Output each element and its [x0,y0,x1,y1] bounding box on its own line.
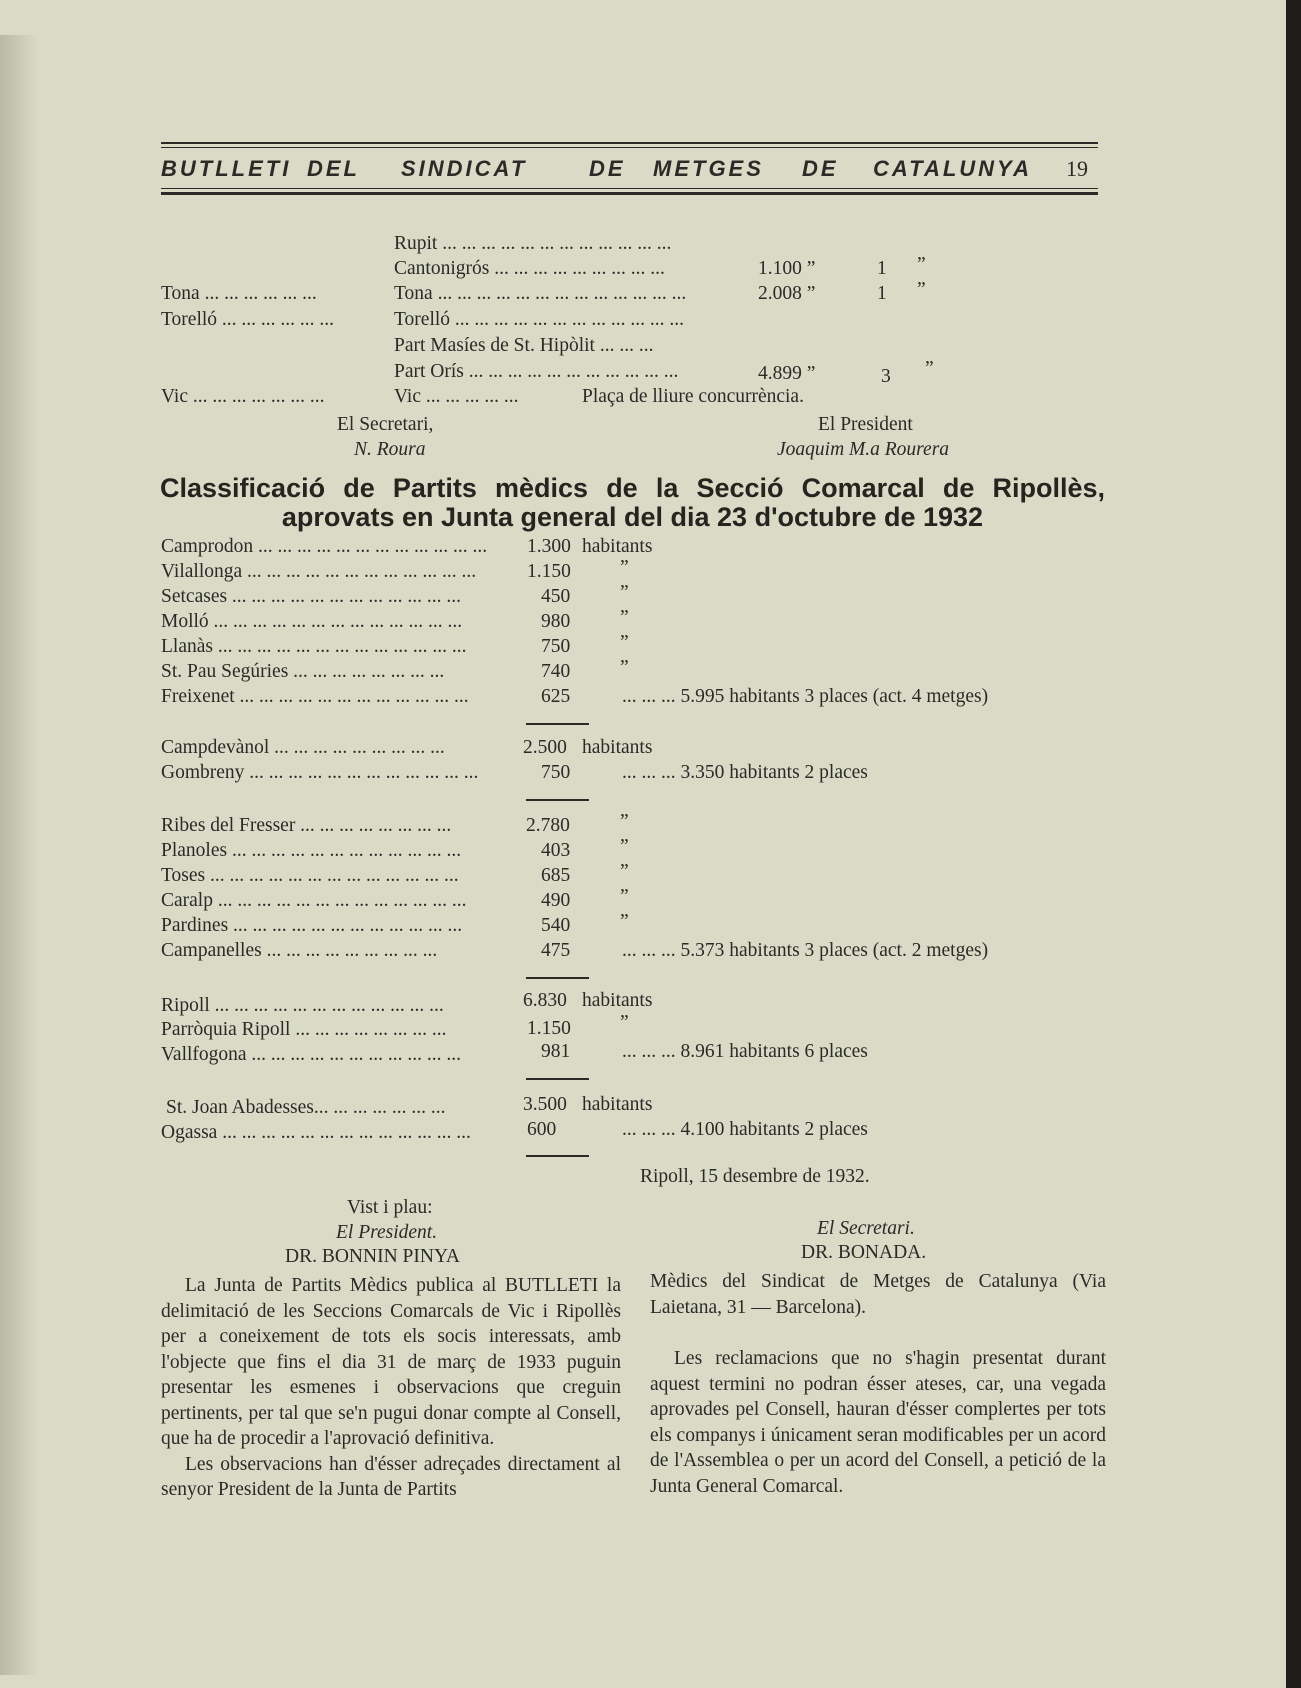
place-date: Ripoll, 15 desembre de 1932. [640,1166,870,1187]
population: 750 [541,636,571,657]
population: 490 [541,890,571,911]
parish: Part Orís ... ... ... ... ... ... ... ... ... ... ... [394,361,679,382]
group-summary: ... ... ... 4.100 habitants 2 places [622,1119,868,1140]
ditto: ” [917,254,926,275]
population: 3.500 [523,1094,567,1115]
unit: habitants [582,536,653,557]
paragraph: Les observacions han d'ésser adreçades directament al senyor President de la Junta de Partits [161,1453,621,1500]
section-title: Classificació de Partits mèdics de la Secció Comarcal de Ripollès, aprovats en Junta general del dia 23 d'octubre de 1932 [160,473,1105,532]
unit: ” [620,632,629,653]
places: 3 [881,366,891,387]
ditto: ” [917,279,926,300]
municipality: Torelló ... ... ... ... ... ... [161,309,335,330]
left-column [161,1273,621,1503]
paragraph: Les reclamacions que no s'hagin presentat durant aquest termini no podran ésser ateses, car, una vegada aprovades pel Consell, hauran d'ésser complertes per tots els companys i únicament seran modificables per un acord de l'Assemblea o per un acord del Consell, a petició de la Junta General Comarcal. [650,1348,1106,1497]
paragraph: Mèdics del Sindicat de Metges de Catalunya (Via Laietana, 31 — Barcelona). [650,1271,1106,1318]
parish: Cantonigrós ... ... ... ... ... ... ... ... ... [394,258,665,279]
parish: Torelló ... ... ... ... ... ... ... ... ... ... ... ... [394,309,685,330]
unit: ” [620,861,629,882]
parish: Vilallonga ... ... ... ... ... ... ... ... ... ... ... ... [161,561,477,582]
population: 750 [541,762,571,783]
population-note: Plaça de lliure concurrència. [582,386,804,407]
running-header [161,156,1098,186]
signature-left-name: N. Roura [354,439,426,460]
population: 475 [541,940,571,961]
unit: ” [620,886,629,907]
parish: Vallfogona ... ... ... ... ... ... ... ... ... ... ... [161,1044,462,1065]
unit: ” [620,836,629,857]
population: 2.500 [523,737,567,758]
signature-right-role: El President [818,414,913,435]
page-number: 19 [1066,156,1088,181]
population: 2.780 [526,815,570,836]
parish: St. Joan Abadesses... ... ... ... ... ... ... [166,1097,446,1118]
parish: Ribes del Fresser ... ... ... ... ... ... ... ... [161,815,452,836]
places: 1 [877,283,887,304]
book-spine-shadow [0,35,38,1675]
parish: Part Masíes de St. Hipòlit ... ... ... [394,335,654,356]
header-word: CATALUNYA [873,156,1032,181]
population: 600 [527,1119,557,1140]
parish: Vic ... ... ... ... ... [394,386,519,407]
signature-left-role: El Secretari, [337,414,434,435]
header-rule-bottom-thin [161,188,1098,189]
president-role: El President. [336,1222,438,1243]
group-summary: ... ... ... 8.961 habitants 6 places [622,1041,868,1062]
population: 980 [541,611,571,632]
unit: habitants [582,990,653,1011]
unit: ” [620,607,629,628]
unit: habitants [582,737,653,758]
header-word: METGES [653,156,764,181]
unit: habitants [582,1094,653,1115]
unit: ” [620,811,629,832]
parish: St. Pau Segúries ... ... ... ... ... ... ... ... [161,661,445,682]
group-summary: ... ... ... 5.373 habitants 3 places (act. 2 metges) [622,940,989,961]
parish: Ripoll ... ... ... ... ... ... ... ... ... ... ... ... [161,995,444,1016]
population: 685 [541,865,571,886]
right-column [650,1269,1106,1499]
population: 4.899 ” [758,363,816,384]
header-rule-bottom [161,192,1098,195]
parish: Llanàs ... ... ... ... ... ... ... ... ... ... ... ... ... [161,636,467,657]
parish: Camprodon ... ... ... ... ... ... ... ... ... ... ... ... [161,536,488,557]
population: 403 [541,840,571,861]
group-summary: ... ... ... 3.350 habitants 2 places [622,762,868,783]
population: 1.300 [527,536,571,557]
municipality: Tona ... ... ... ... ... ... [161,283,317,304]
population: 625 [541,686,571,707]
population: 450 [541,586,571,607]
secretary-name: DR. BONADA. [801,1242,927,1263]
population: 540 [541,915,571,936]
header-rule-top [161,142,1098,144]
places: 1 [877,258,887,279]
unit: ” [620,557,629,578]
parish: Campdevànol ... ... ... ... ... ... ... ... ... [161,737,445,758]
header-rule-top-thin [161,147,1098,148]
population: 6.830 [523,990,567,1011]
header-word: DE [802,156,839,181]
unit: ” [620,657,629,678]
unit: ” [620,582,629,603]
secretary-role: El Secretari. [817,1218,915,1239]
parish: Planoles ... ... ... ... ... ... ... ... ... ... ... ... [161,840,462,861]
sum-rule [526,723,589,725]
population: 740 [541,661,571,682]
population: 1.150 [527,561,571,582]
parish: Ogassa ... ... ... ... ... ... ... ... ... ... ... ... ... [161,1122,471,1143]
sum-rule [526,977,589,979]
parish: Molló ... ... ... ... ... ... ... ... ... ... ... ... ... [161,611,463,632]
header-word: DE [589,156,626,181]
parish: Setcases ... ... ... ... ... ... ... ... ... ... ... ... [161,586,462,607]
header-word: BUTLLETI [161,156,292,181]
population: 2.008 ” [758,283,816,304]
president-name: DR. BONNIN PINYA [285,1246,460,1267]
population: 981 [541,1041,571,1062]
header-word: SINDICAT [401,156,528,181]
parish: Gombreny ... ... ... ... ... ... ... ... ... ... ... ... [161,762,479,783]
unit: ” [620,911,629,932]
paragraph: La Junta de Partits Mèdics publica al BUTLLETI la delimitació de les Seccions Comarcals de Vic i Ripollès per a coneixement de tots els socis interessats, amb l'objecte que fins el dia 31 de març de 1933 puguin presentar les esmenes i observacions que creguin pertinents, per tal que se'n pugui donar compte al Consell, que ha de procedir a l'aprovació definitiva. [161,1275,621,1449]
signature-right-name: Joaquim M.a Rourera [777,439,950,460]
population: 1.100 ” [758,258,816,279]
parish: Toses ... ... ... ... ... ... ... ... ... ... ... ... ... [161,865,459,886]
parish: Tona ... ... ... ... ... ... ... ... ... ... ... ... ... [394,283,687,304]
unit: ” [620,1012,629,1033]
parish: Campanelles ... ... ... ... ... ... ... ... ... [161,940,438,961]
population: 1.150 [527,1018,571,1039]
sum-rule [526,1078,589,1080]
header-word: DEL [307,156,360,181]
parish: Parròquia Ripoll ... ... ... ... ... ... ... ... [161,1019,447,1040]
parish: Pardines ... ... ... ... ... ... ... ... ... ... ... ... [161,915,463,936]
sum-rule [526,1155,589,1157]
approval-label: Vist i plau: [347,1197,433,1218]
sum-rule [526,799,589,801]
group-summary: ... ... ... 5.995 habitants 3 places (act. 4 metges) [622,686,989,707]
parish: Freixenet ... ... ... ... ... ... ... ... ... ... ... ... [161,686,469,707]
ditto: ” [925,358,934,379]
parish: Rupit ... ... ... ... ... ... ... ... ... ... ... ... [394,233,672,254]
parish: Caralp ... ... ... ... ... ... ... ... ... ... ... ... ... [161,890,467,911]
municipality: Vic ... ... ... ... ... ... ... [161,386,325,407]
